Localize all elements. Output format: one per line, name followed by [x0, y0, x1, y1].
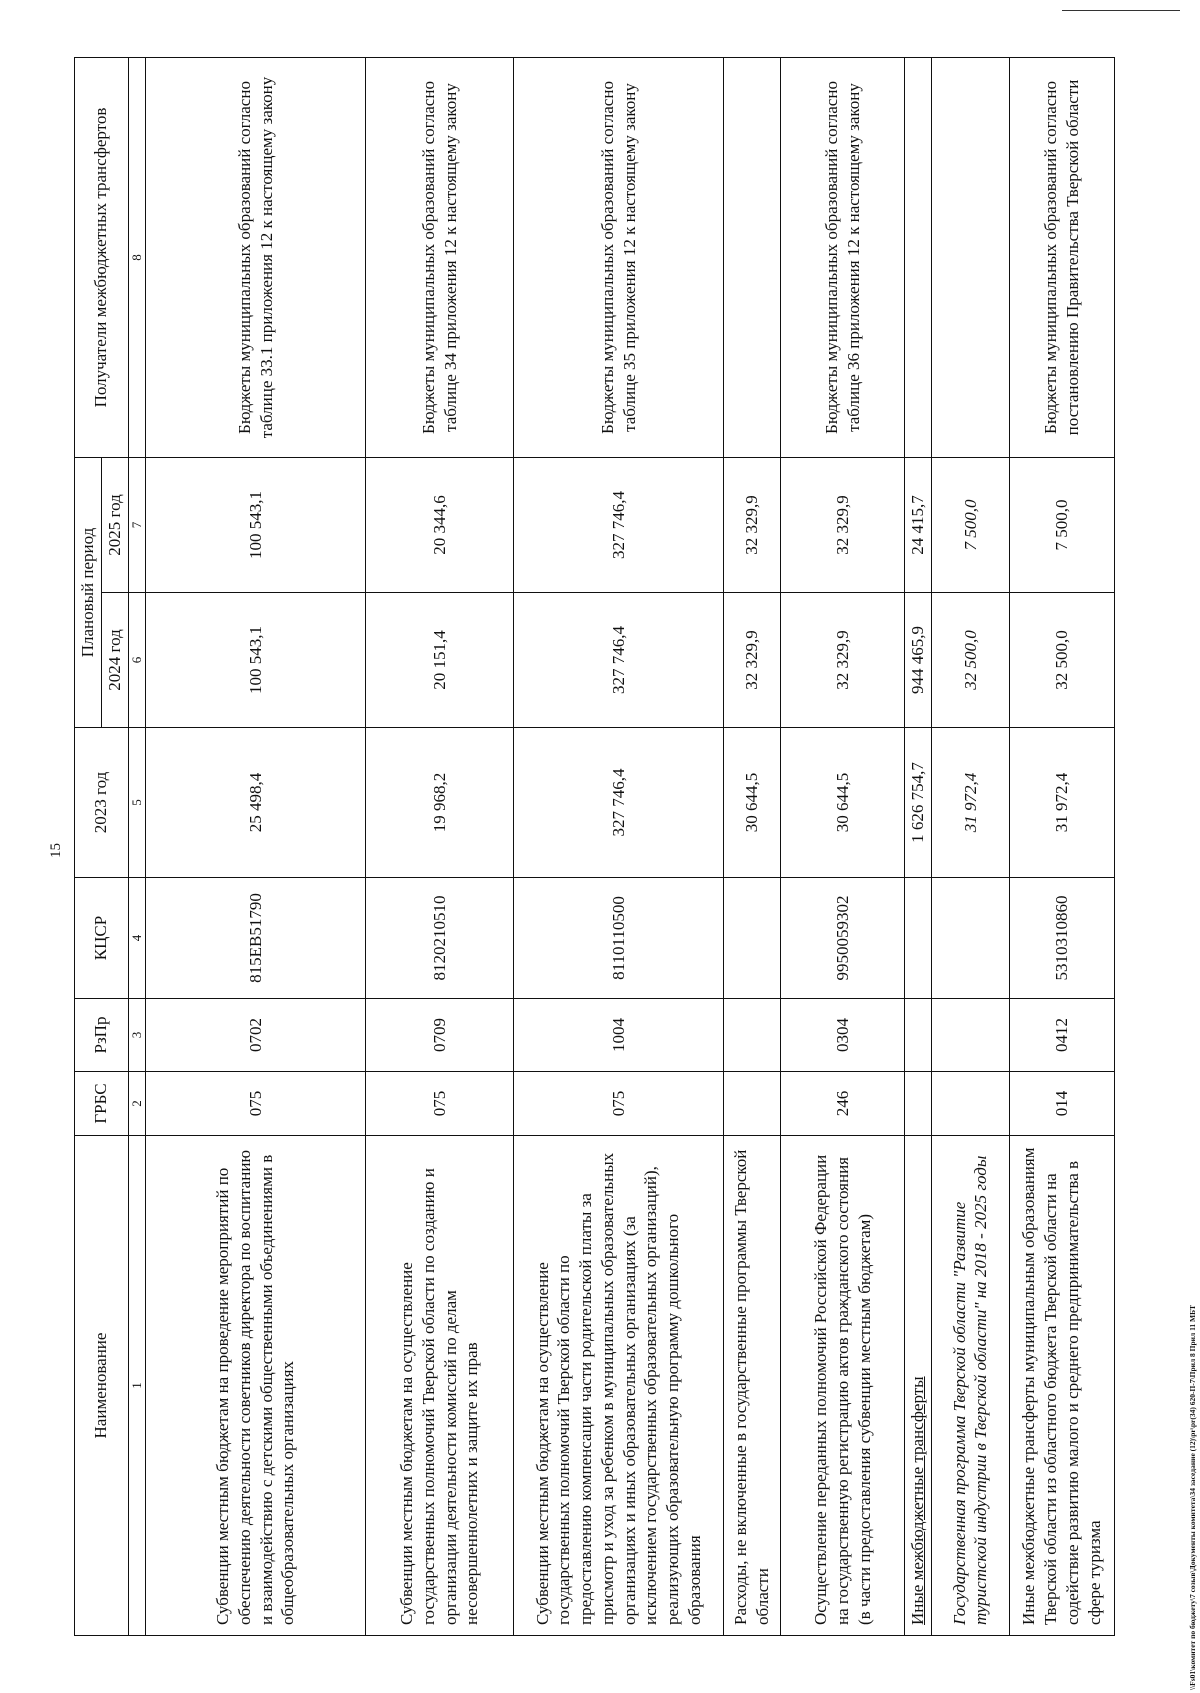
row-name: Субвенции местным бюджетам на осуществление государственных полномочий Тверской области по предоставлению компенсации части родительской платы за присмотр и уход за ребенком в муниципальных образовательных организациях и иных образовательных организациях (за исключением государственных образовательных организаций), реализующих образовательную программу дошкольного образования: [514, 1136, 724, 1636]
row-grbs: 075: [366, 1072, 514, 1136]
column-number: 2: [128, 1072, 146, 1136]
row-name: Иные межбюджетные трансферты: [905, 1136, 932, 1636]
row-2024: 32 500,0: [931, 593, 1009, 728]
row-2024: 32 329,9: [781, 593, 905, 728]
page-number: 15: [48, 843, 64, 858]
header-2025: 2025 год: [101, 457, 128, 592]
column-number: 8: [128, 57, 146, 457]
row-2024: 20 151,4: [366, 593, 514, 728]
table-row: [724, 57, 781, 1635]
row-2024: 327 746,4: [514, 593, 724, 728]
row-2025: 32 329,9: [781, 457, 905, 592]
row-2023: 31 972,4: [931, 728, 1009, 878]
row-rzpr: 0702: [146, 999, 366, 1072]
row-recipients: [931, 57, 1009, 457]
row-name: Иные межбюджетные трансферты муниципальным образованиям Тверской области из областного бюджета Тверской области на содействие развитию малого и среднего предпринимательства в сфере туризма: [1009, 1136, 1114, 1636]
row-2023: 31 972,4: [1009, 728, 1114, 878]
row-recipients: [724, 57, 781, 457]
header-grbs: ГРБС: [75, 1072, 129, 1136]
row-rzpr: 0412: [1009, 999, 1114, 1072]
row-kcsr: [724, 878, 781, 999]
row-2023: 19 968,2: [366, 728, 514, 878]
header-recipients: Получатели межбюджетных трансфертов: [75, 57, 129, 457]
table-row-section-total: [905, 57, 932, 1635]
row-2024: 100 543,1: [146, 593, 366, 728]
row-2023: 30 644,5: [724, 728, 781, 878]
row-rzpr: [931, 999, 1009, 1072]
row-grbs: 075: [146, 1072, 366, 1136]
row-kcsr: [931, 878, 1009, 999]
row-recipients: Бюджеты муниципальных образований согласно таблице 36 приложения 12 к настоящему закону: [781, 57, 905, 457]
row-kcsr: 5310310860: [1009, 878, 1114, 999]
footer-file-path: \\Fs01\комитет по бюджету\7 созыв\Документы комитета\34 заседание (12)\pr\pr(34) 620-П-7\Прил 8 Прил 11 МБТ: [1188, 1305, 1197, 1690]
header-2023: 2023 год: [75, 728, 129, 878]
header-planned-period: Плановый период: [75, 457, 102, 727]
row-rzpr: [724, 999, 781, 1072]
row-name: Государственная программа Тверской области "Развитие туристской индустрии в Тверской области" на 2018 - 2025 годы: [931, 1136, 1009, 1636]
table-row: [781, 57, 905, 1635]
column-numbers-row: [128, 57, 146, 1635]
header-rzpr: РзПр: [75, 999, 129, 1072]
column-number: 1: [128, 1136, 146, 1636]
row-2025: 7 500,0: [1009, 457, 1114, 592]
row-kcsr: 815EВ51790: [146, 878, 366, 999]
row-2024: 944 465,9: [905, 593, 932, 728]
column-number: 7: [128, 457, 146, 592]
row-rzpr: 0304: [781, 999, 905, 1072]
scan-edge-line: [1062, 10, 1180, 11]
row-2024: 32 500,0: [1009, 593, 1114, 728]
row-grbs: 246: [781, 1072, 905, 1136]
row-recipients: Бюджеты муниципальных образований согласно таблице 33.1 приложения 12 к настоящему закону: [146, 57, 366, 457]
row-rzpr: 1004: [514, 999, 724, 1072]
table-row: [1009, 57, 1114, 1635]
header-2024: 2024 год: [101, 593, 128, 728]
column-number: 4: [128, 878, 146, 999]
column-number: 6: [128, 593, 146, 728]
row-2024: 32 329,9: [724, 593, 781, 728]
row-2023: 327 746,4: [514, 728, 724, 878]
row-kcsr: 8120210510: [366, 878, 514, 999]
row-recipients: Бюджеты муниципальных образований согласно таблице 35 приложения 12 к настоящему закону: [514, 57, 724, 457]
row-name: Осуществление переданных полномочий Российской Федерации на государственную регистрацию актов гражданского состояния (в части предоставления субвенции местным бюджетам): [781, 1136, 905, 1636]
row-name: Расходы, не включенные в государственные программы Тверской области: [724, 1136, 781, 1636]
row-2023: 25 498,4: [146, 728, 366, 878]
row-recipients: Бюджеты муниципальных образований согласно таблице 34 приложения 12 к настоящему закону: [366, 57, 514, 457]
table-row-program: [931, 57, 1009, 1635]
row-2025: 100 543,1: [146, 457, 366, 592]
column-number: 5: [128, 728, 146, 878]
row-2025: 24 415,7: [905, 457, 932, 592]
row-kcsr: 8110110500: [514, 878, 724, 999]
row-2025: 32 329,9: [724, 457, 781, 592]
table-row: [514, 57, 724, 1635]
row-2025: 327 746,4: [514, 457, 724, 592]
row-kcsr: 9950059302: [781, 878, 905, 999]
row-recipients: [905, 57, 932, 457]
table-row: [366, 57, 514, 1635]
row-2023: 30 644,5: [781, 728, 905, 878]
header-name: Наименование: [75, 1136, 129, 1636]
row-rzpr: [905, 999, 932, 1072]
intergovernmental-transfers-table: [74, 57, 1115, 1636]
row-grbs: [724, 1072, 781, 1136]
row-2025: 7 500,0: [931, 457, 1009, 592]
header-kcsr: КЦСР: [75, 878, 129, 999]
row-name: Субвенции местным бюджетам на проведение мероприятий по обеспечению деятельности советников директора по воспитанию и взаимодействию с детскими общественными объединениями в общеобразовательных организациях: [146, 1136, 366, 1636]
rotated-table-container: [74, 58, 1104, 1636]
row-grbs: 075: [514, 1072, 724, 1136]
row-grbs: [905, 1072, 932, 1136]
column-number: 3: [128, 999, 146, 1072]
row-2023: 1 626 754,7: [905, 728, 932, 878]
row-rzpr: 0709: [366, 999, 514, 1072]
row-2025: 20 344,6: [366, 457, 514, 592]
row-name: Субвенции местным бюджетам на осуществление государственных полномочий Тверской области по созданию и организации деятельности комиссий по делам несовершеннолетних и защите их прав: [366, 1136, 514, 1636]
row-grbs: [931, 1072, 1009, 1136]
row-kcsr: [905, 878, 932, 999]
table-row: [146, 57, 366, 1635]
row-recipients: Бюджеты муниципальных образований согласно постановлению Правительства Тверской области: [1009, 57, 1114, 457]
row-grbs: 014: [1009, 1072, 1114, 1136]
